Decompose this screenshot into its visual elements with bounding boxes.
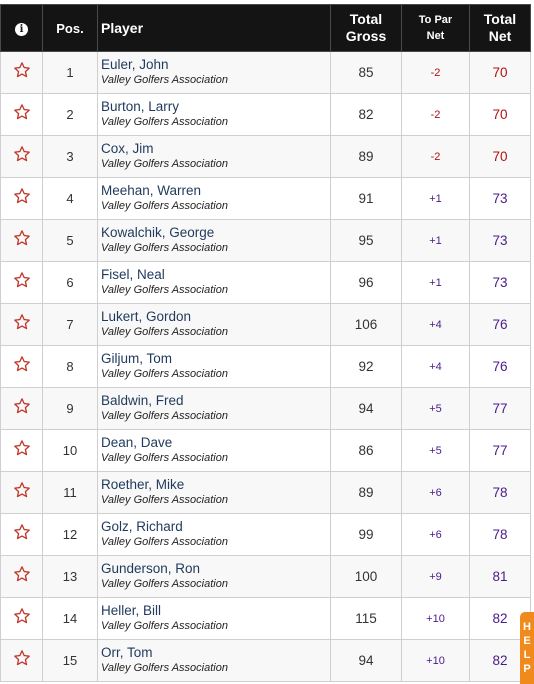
favorite-cell[interactable] <box>1 556 43 598</box>
table-row <box>1 514 531 556</box>
header-player[interactable]: Player <box>98 5 331 52</box>
table-row <box>1 346 531 388</box>
star-icon[interactable] <box>13 649 31 672</box>
player-club: Valley Golfers Association <box>101 326 228 338</box>
position-cell: 3 <box>43 136 98 178</box>
to-par-net-cell: -2 <box>402 136 470 178</box>
info-icon[interactable]: i <box>15 23 28 36</box>
to-par-net-cell: -2 <box>402 52 470 94</box>
player-name-link[interactable]: Lukert, Gordon <box>101 309 192 324</box>
table-row <box>1 94 531 136</box>
favorite-cell[interactable] <box>1 640 43 682</box>
player-name-link[interactable]: Baldwin, Fred <box>101 393 184 408</box>
star-icon[interactable] <box>13 103 31 126</box>
player-club: Valley Golfers Association <box>101 242 228 254</box>
table-row <box>1 136 531 178</box>
help-tab-letter: L <box>523 649 531 661</box>
player-club: Valley Golfers Association <box>101 494 228 506</box>
table-row <box>1 472 531 514</box>
star-icon[interactable] <box>13 523 31 546</box>
total-gross-cell: 82 <box>331 94 402 136</box>
star-icon[interactable] <box>13 607 31 630</box>
favorite-cell[interactable] <box>1 430 43 472</box>
total-gross-cell: 99 <box>331 514 402 556</box>
header-net-line1: Total <box>483 11 517 27</box>
player-club: Valley Golfers Association <box>101 620 228 632</box>
total-gross-cell: 96 <box>331 262 402 304</box>
position-cell: 8 <box>43 346 98 388</box>
total-gross-cell: 89 <box>331 472 402 514</box>
to-par-net-cell: +4 <box>402 346 470 388</box>
header-gross-line2: Gross <box>345 28 387 44</box>
header-info[interactable] <box>1 5 43 52</box>
player-cell <box>98 94 331 136</box>
favorite-cell[interactable] <box>1 388 43 430</box>
player-name-link[interactable]: Golz, Richard <box>101 519 183 534</box>
position-cell: 9 <box>43 388 98 430</box>
header-topar-line1: To Par <box>418 14 453 26</box>
total-net-cell: 77 <box>470 388 531 430</box>
table-row <box>1 556 531 598</box>
position-cell: 5 <box>43 220 98 262</box>
player-cell <box>98 178 331 220</box>
help-tab-letter: P <box>523 663 531 675</box>
total-net-cell: 73 <box>470 178 531 220</box>
position-cell: 2 <box>43 94 98 136</box>
header-to-par-net[interactable] <box>402 5 470 52</box>
position-cell: 11 <box>43 472 98 514</box>
favorite-cell[interactable] <box>1 52 43 94</box>
star-icon[interactable] <box>13 313 31 336</box>
position-cell: 1 <box>43 52 98 94</box>
help-tab[interactable] <box>520 612 534 684</box>
player-name-link[interactable]: Fisel, Neal <box>101 267 165 282</box>
favorite-cell[interactable] <box>1 598 43 640</box>
table-row <box>1 220 531 262</box>
position-cell: 7 <box>43 304 98 346</box>
table-row <box>1 262 531 304</box>
player-cell <box>98 304 331 346</box>
player-cell <box>98 556 331 598</box>
to-par-net-cell: +10 <box>402 640 470 682</box>
total-net-cell: 78 <box>470 514 531 556</box>
favorite-cell[interactable] <box>1 472 43 514</box>
favorite-cell[interactable] <box>1 178 43 220</box>
player-club: Valley Golfers Association <box>101 410 228 422</box>
star-icon[interactable] <box>13 355 31 378</box>
position-cell: 4 <box>43 178 98 220</box>
header-total-gross[interactable] <box>331 5 402 52</box>
player-club: Valley Golfers Association <box>101 116 228 128</box>
star-icon[interactable] <box>13 481 31 504</box>
to-par-net-cell: +1 <box>402 178 470 220</box>
table-row <box>1 388 531 430</box>
player-name-link[interactable]: Meehan, Warren <box>101 183 202 198</box>
to-par-net-cell: +5 <box>402 430 470 472</box>
total-net-cell: 76 <box>470 346 531 388</box>
total-gross-cell: 106 <box>331 304 402 346</box>
player-cell <box>98 388 331 430</box>
header-pos[interactable]: Pos. <box>43 5 98 52</box>
position-cell: 14 <box>43 598 98 640</box>
total-net-cell: 77 <box>470 430 531 472</box>
player-name-link[interactable]: Orr, Tom <box>101 645 153 660</box>
to-par-net-cell: -2 <box>402 94 470 136</box>
total-net-cell: 73 <box>470 262 531 304</box>
player-name-link[interactable]: Roether, Mike <box>101 477 185 492</box>
to-par-net-cell: +1 <box>402 220 470 262</box>
player-club: Valley Golfers Association <box>101 284 228 296</box>
total-net-cell: 82 <box>470 640 531 682</box>
player-cell <box>98 220 331 262</box>
help-tab-letter: E <box>523 635 531 647</box>
total-gross-cell: 94 <box>331 640 402 682</box>
total-gross-cell: 100 <box>331 556 402 598</box>
player-name-link[interactable]: Gunderson, Ron <box>101 561 201 576</box>
total-gross-cell: 95 <box>331 220 402 262</box>
to-par-net-cell: +6 <box>402 472 470 514</box>
star-icon[interactable] <box>13 271 31 294</box>
table-row <box>1 304 531 346</box>
favorite-cell[interactable] <box>1 346 43 388</box>
total-net-cell: 78 <box>470 472 531 514</box>
total-net-cell: 76 <box>470 304 531 346</box>
player-cell <box>98 262 331 304</box>
favorite-cell[interactable] <box>1 136 43 178</box>
header-topar-line2: Net <box>426 30 445 42</box>
player-club: Valley Golfers Association <box>101 200 228 212</box>
player-club: Valley Golfers Association <box>101 368 228 380</box>
favorite-cell[interactable] <box>1 262 43 304</box>
star-icon[interactable] <box>13 565 31 588</box>
total-gross-cell: 86 <box>331 430 402 472</box>
table-row <box>1 430 531 472</box>
player-name-link[interactable]: Euler, John <box>101 57 169 72</box>
star-icon[interactable] <box>13 397 31 420</box>
total-gross-cell: 89 <box>331 136 402 178</box>
total-net-cell: 82 <box>470 598 531 640</box>
to-par-net-cell: +1 <box>402 262 470 304</box>
favorite-cell[interactable] <box>1 514 43 556</box>
header-row <box>1 5 531 52</box>
player-cell <box>98 346 331 388</box>
table-row <box>1 598 531 640</box>
to-par-net-cell: +6 <box>402 514 470 556</box>
header-net-line2: Net <box>488 28 512 44</box>
player-name-link[interactable]: Cox, Jim <box>101 141 154 156</box>
total-gross-cell: 94 <box>331 388 402 430</box>
star-icon[interactable] <box>13 229 31 252</box>
player-cell <box>98 52 331 94</box>
total-gross-cell: 91 <box>331 178 402 220</box>
player-name-link[interactable]: Heller, Bill <box>101 603 162 618</box>
star-icon[interactable] <box>13 61 31 84</box>
total-gross-cell: 92 <box>331 346 402 388</box>
star-icon[interactable] <box>13 187 31 210</box>
star-icon[interactable] <box>13 145 31 168</box>
header-total-net[interactable] <box>470 5 531 52</box>
player-name-link[interactable]: Giljum, Tom <box>101 351 173 366</box>
favorite-cell[interactable] <box>1 304 43 346</box>
help-tab-letter: H <box>523 621 531 633</box>
favorite-cell[interactable] <box>1 94 43 136</box>
star-icon[interactable] <box>13 439 31 462</box>
total-net-cell: 73 <box>470 220 531 262</box>
leaderboard-table <box>0 4 531 682</box>
total-net-cell: 70 <box>470 136 531 178</box>
player-club: Valley Golfers Association <box>101 578 228 590</box>
player-club: Valley Golfers Association <box>101 452 228 464</box>
player-club: Valley Golfers Association <box>101 158 228 170</box>
to-par-net-cell: +10 <box>402 598 470 640</box>
position-cell: 6 <box>43 262 98 304</box>
to-par-net-cell: +4 <box>402 304 470 346</box>
table-row <box>1 178 531 220</box>
player-club: Valley Golfers Association <box>101 662 228 674</box>
player-cell <box>98 598 331 640</box>
total-net-cell: 70 <box>470 94 531 136</box>
to-par-net-cell: +5 <box>402 388 470 430</box>
player-cell <box>98 472 331 514</box>
player-cell <box>98 640 331 682</box>
to-par-net-cell: +9 <box>402 556 470 598</box>
position-cell: 10 <box>43 430 98 472</box>
favorite-cell[interactable] <box>1 220 43 262</box>
table-row <box>1 640 531 682</box>
position-cell: 13 <box>43 556 98 598</box>
player-cell <box>98 430 331 472</box>
total-net-cell: 81 <box>470 556 531 598</box>
table-row <box>1 52 531 94</box>
player-cell <box>98 514 331 556</box>
position-cell: 12 <box>43 514 98 556</box>
player-name-link[interactable]: Kowalchik, George <box>101 225 215 240</box>
player-name-link[interactable]: Burton, Larry <box>101 99 180 114</box>
header-gross-line1: Total <box>349 11 383 27</box>
total-gross-cell: 85 <box>331 52 402 94</box>
player-cell <box>98 136 331 178</box>
player-name-link[interactable]: Dean, Dave <box>101 435 173 450</box>
total-gross-cell: 115 <box>331 598 402 640</box>
player-club: Valley Golfers Association <box>101 536 228 548</box>
position-cell: 15 <box>43 640 98 682</box>
player-club: Valley Golfers Association <box>101 74 228 86</box>
total-net-cell: 70 <box>470 52 531 94</box>
